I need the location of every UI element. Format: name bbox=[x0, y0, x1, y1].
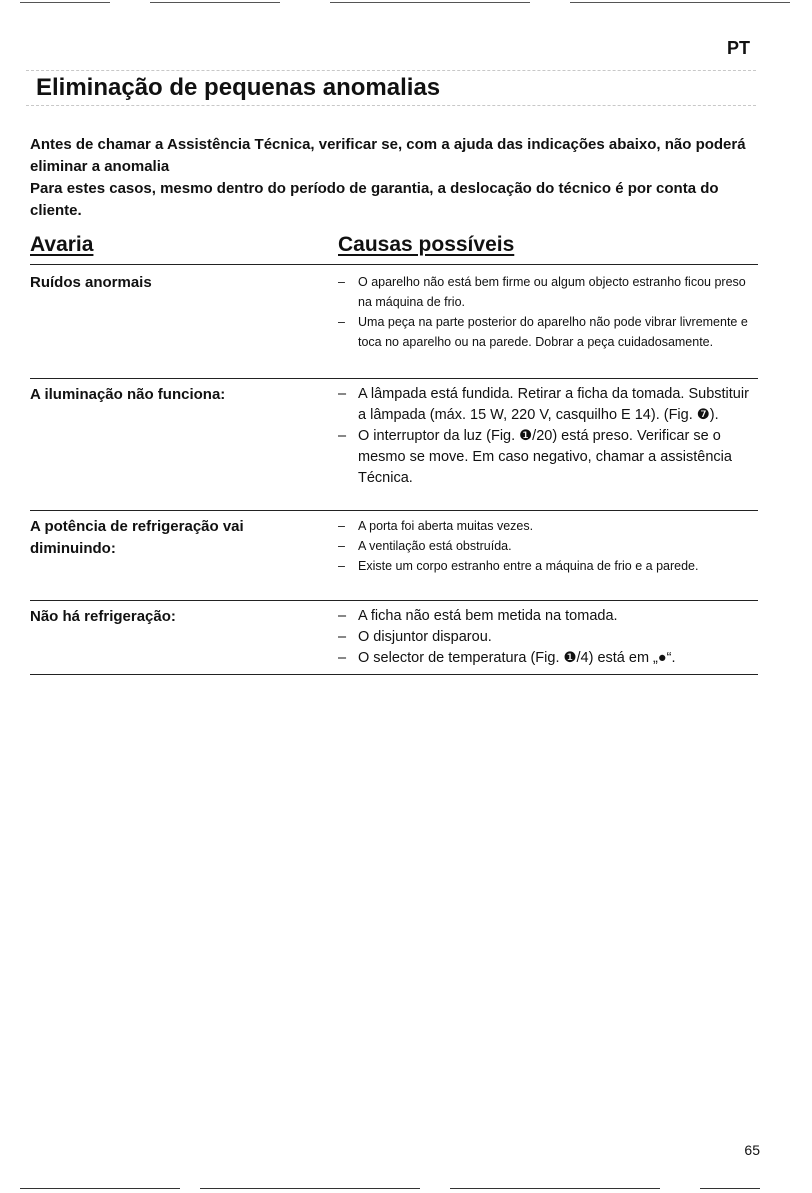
cause-list bbox=[338, 606, 758, 669]
cause-item: – O aparelho não está bem firme ou algum objecto estranho ficou preso na máquina de frio. bbox=[338, 272, 758, 312]
intro-paragraph: Antes de chamar a Assistência Técnica, verificar se, com a ajuda das indicações abaixo, não poderá eliminar a anomalia bbox=[30, 136, 746, 175]
table-row bbox=[30, 516, 758, 596]
cause-list bbox=[338, 384, 758, 489]
table-row bbox=[30, 272, 758, 372]
language-code: PT bbox=[726, 38, 750, 58]
scan-edge-line bbox=[330, 2, 530, 3]
scan-edge-line bbox=[150, 2, 280, 3]
cause-item: – A ventilação está obstruída. bbox=[338, 536, 758, 556]
cause-list bbox=[338, 516, 758, 576]
table-row bbox=[30, 384, 758, 504]
column-header-causes: Causas possíveis bbox=[338, 233, 515, 256]
table-rule bbox=[30, 600, 758, 601]
cause-item: – O disjuntor disparou. bbox=[338, 627, 758, 648]
scan-edge-line bbox=[20, 1188, 180, 1189]
cause-item: – O interruptor da luz (Fig. ❶/20) está preso. Verificar se o mesmo se move. Em caso negativo, chamar a assistência Técnica. bbox=[338, 426, 758, 489]
intro-paragraph: Para estes casos, mesmo dentro do período de garantia, a deslocação do técnico é por conta do cliente. bbox=[30, 180, 719, 219]
cause-item: – O selector de temperatura (Fig. ❶/4) está em „●“. bbox=[338, 648, 758, 669]
fault-label: A iluminação não funciona: bbox=[30, 386, 226, 403]
fault-label: A potência de refrigeração vai diminuindo: bbox=[30, 518, 244, 557]
scan-edge-line bbox=[700, 1188, 760, 1189]
scan-edge-line bbox=[570, 2, 790, 3]
intro-text bbox=[30, 134, 760, 222]
fault-label: Ruídos anormais bbox=[30, 274, 152, 291]
table-rule bbox=[30, 510, 758, 511]
page-number: 65 bbox=[744, 1142, 760, 1158]
scan-edge-line bbox=[200, 1188, 420, 1189]
scan-edge-line bbox=[20, 2, 110, 3]
scan-edge-line bbox=[450, 1188, 660, 1189]
page-title: Eliminação de pequenas anomalias bbox=[36, 74, 441, 101]
cause-item: – A ficha não está bem metida na tomada. bbox=[338, 606, 758, 627]
cause-item: – Existe um corpo estranho entre a máquina de frio e a parede. bbox=[338, 556, 758, 576]
table-rule bbox=[30, 674, 758, 675]
cause-item: – A porta foi aberta muitas vezes. bbox=[338, 516, 758, 536]
cause-item: – A lâmpada está fundida. Retirar a ficha da tomada. Substituir a lâmpada (máx. 15 W, 220 V, casquilho E 14). (Fig. ❼). bbox=[338, 384, 758, 426]
table-rule bbox=[30, 378, 758, 379]
column-header-fault: Avaria bbox=[30, 233, 94, 256]
fault-label: Não há refrigeração: bbox=[30, 608, 176, 625]
cause-item: – Uma peça na parte posterior do aparelho não pode vibrar livremente e toca no aparelho ou na parede. Dobrar a peça cuidadosamente. bbox=[338, 312, 758, 352]
table-rule bbox=[30, 264, 758, 265]
cause-list bbox=[338, 272, 758, 352]
table-row bbox=[30, 606, 758, 672]
